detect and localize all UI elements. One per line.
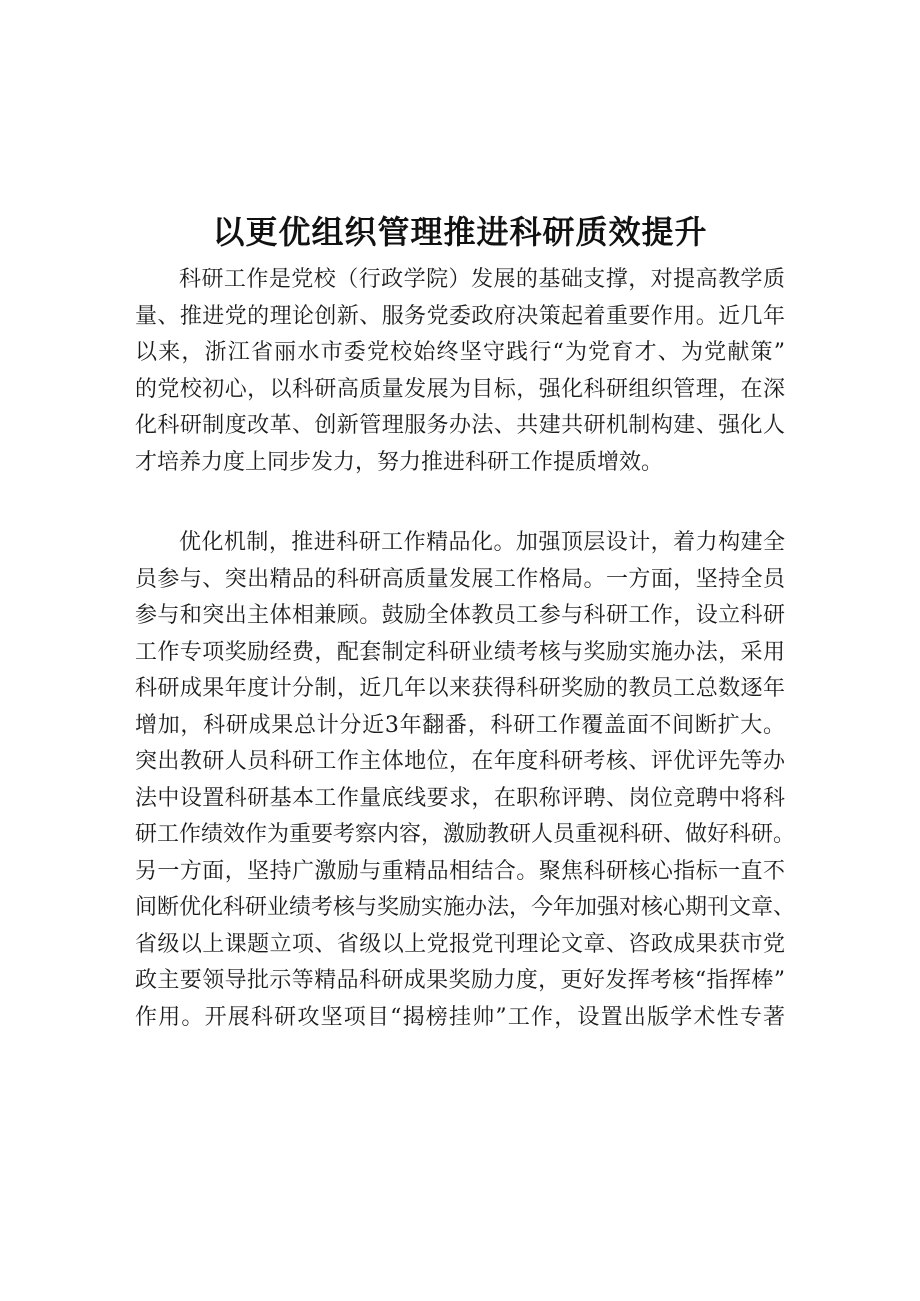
paragraph-2-line-3: 参与和突出主体相兼顾。鼓励全体教员工参与科研工作，设立科研 xyxy=(135,603,785,628)
paragraph-1 xyxy=(135,262,785,481)
paragraph-2-line-10: 另一方面，坚持广激励与重精品相结合。聚焦科研核心指标一直不 xyxy=(135,858,785,884)
paragraph-1-line-5: 化科研制度改革、创新管理服务办法、共建共研机制构建、强化人 xyxy=(135,413,785,438)
paragraph-2-line-5: 科研成果年度计分制，近几年以来获得科研奖励的教员工总数逐年 xyxy=(135,676,785,701)
paragraph-1-line-1: 科研工作是党校（行政学院）发展的基础支撑，对提高教学质 xyxy=(179,267,785,292)
paragraph-2-line-9: 研工作绩效作为重要考察内容，激励教研人员重视科研、做好科研。 xyxy=(135,822,796,847)
paragraph-2-line-11: 间断优化科研业绩考核与奖励实施办法，今年加强对核心期刊文章、 xyxy=(135,895,796,920)
paragraph-1-line-3: 以来，浙江省丽水市委党校始终坚守践行“为党育才、为党献策” xyxy=(135,340,785,365)
paragraph-2-line-7: 突出教研人员科研工作主体地位，在年度科研考核、评优评先等办 xyxy=(135,749,785,774)
paragraph-2-line-4: 工作专项奖励经费，配套制定科研业绩考核与奖励实施办法，采用 xyxy=(135,639,785,665)
paragraph-2 xyxy=(135,525,796,1036)
paragraph-2-line-6: 增加，科研成果总计分近3年翻番，科研工作覆盖面不间断扩大。 xyxy=(135,712,785,738)
paragraph-1-line-4: 的党校初心，以科研高质量发展为目标，强化科研组织管理，在深 xyxy=(135,376,785,402)
paragraph-2-line-1: 优化机制，推进科研工作精品化。加强顶层设计，着力构建全 xyxy=(179,530,785,555)
paragraph-2-line-14: 作用。开展科研攻坚项目“揭榜挂帅”工作，设置出版学术性专著 xyxy=(135,1004,785,1030)
document-title: 以更优组织管理推进科研质效提升 xyxy=(212,213,708,251)
paragraph-1-line-6: 才培养力度上同步发力，努力推进科研工作提质增效。 xyxy=(135,449,664,475)
paragraph-2-line-13: 政主要领导批示等精品科研成果奖励力度，更好发挥考核“指挥棒” xyxy=(135,968,785,993)
paragraph-1-line-2: 量、推进党的理论创新、服务党委政府决策起着重要作用。近几年 xyxy=(135,303,785,329)
paragraph-2-line-2: 员参与、突出精品的科研高质量发展工作格局。一方面，坚持全员 xyxy=(135,566,785,592)
paragraph-2-line-12: 省级以上课题立项、省级以上党报党刊理论文章、咨政成果获市党 xyxy=(135,931,785,957)
paragraph-2-line-8: 法中设置科研基本工作量底线要求，在职称评聘、岗位竞聘中将科 xyxy=(135,785,785,811)
